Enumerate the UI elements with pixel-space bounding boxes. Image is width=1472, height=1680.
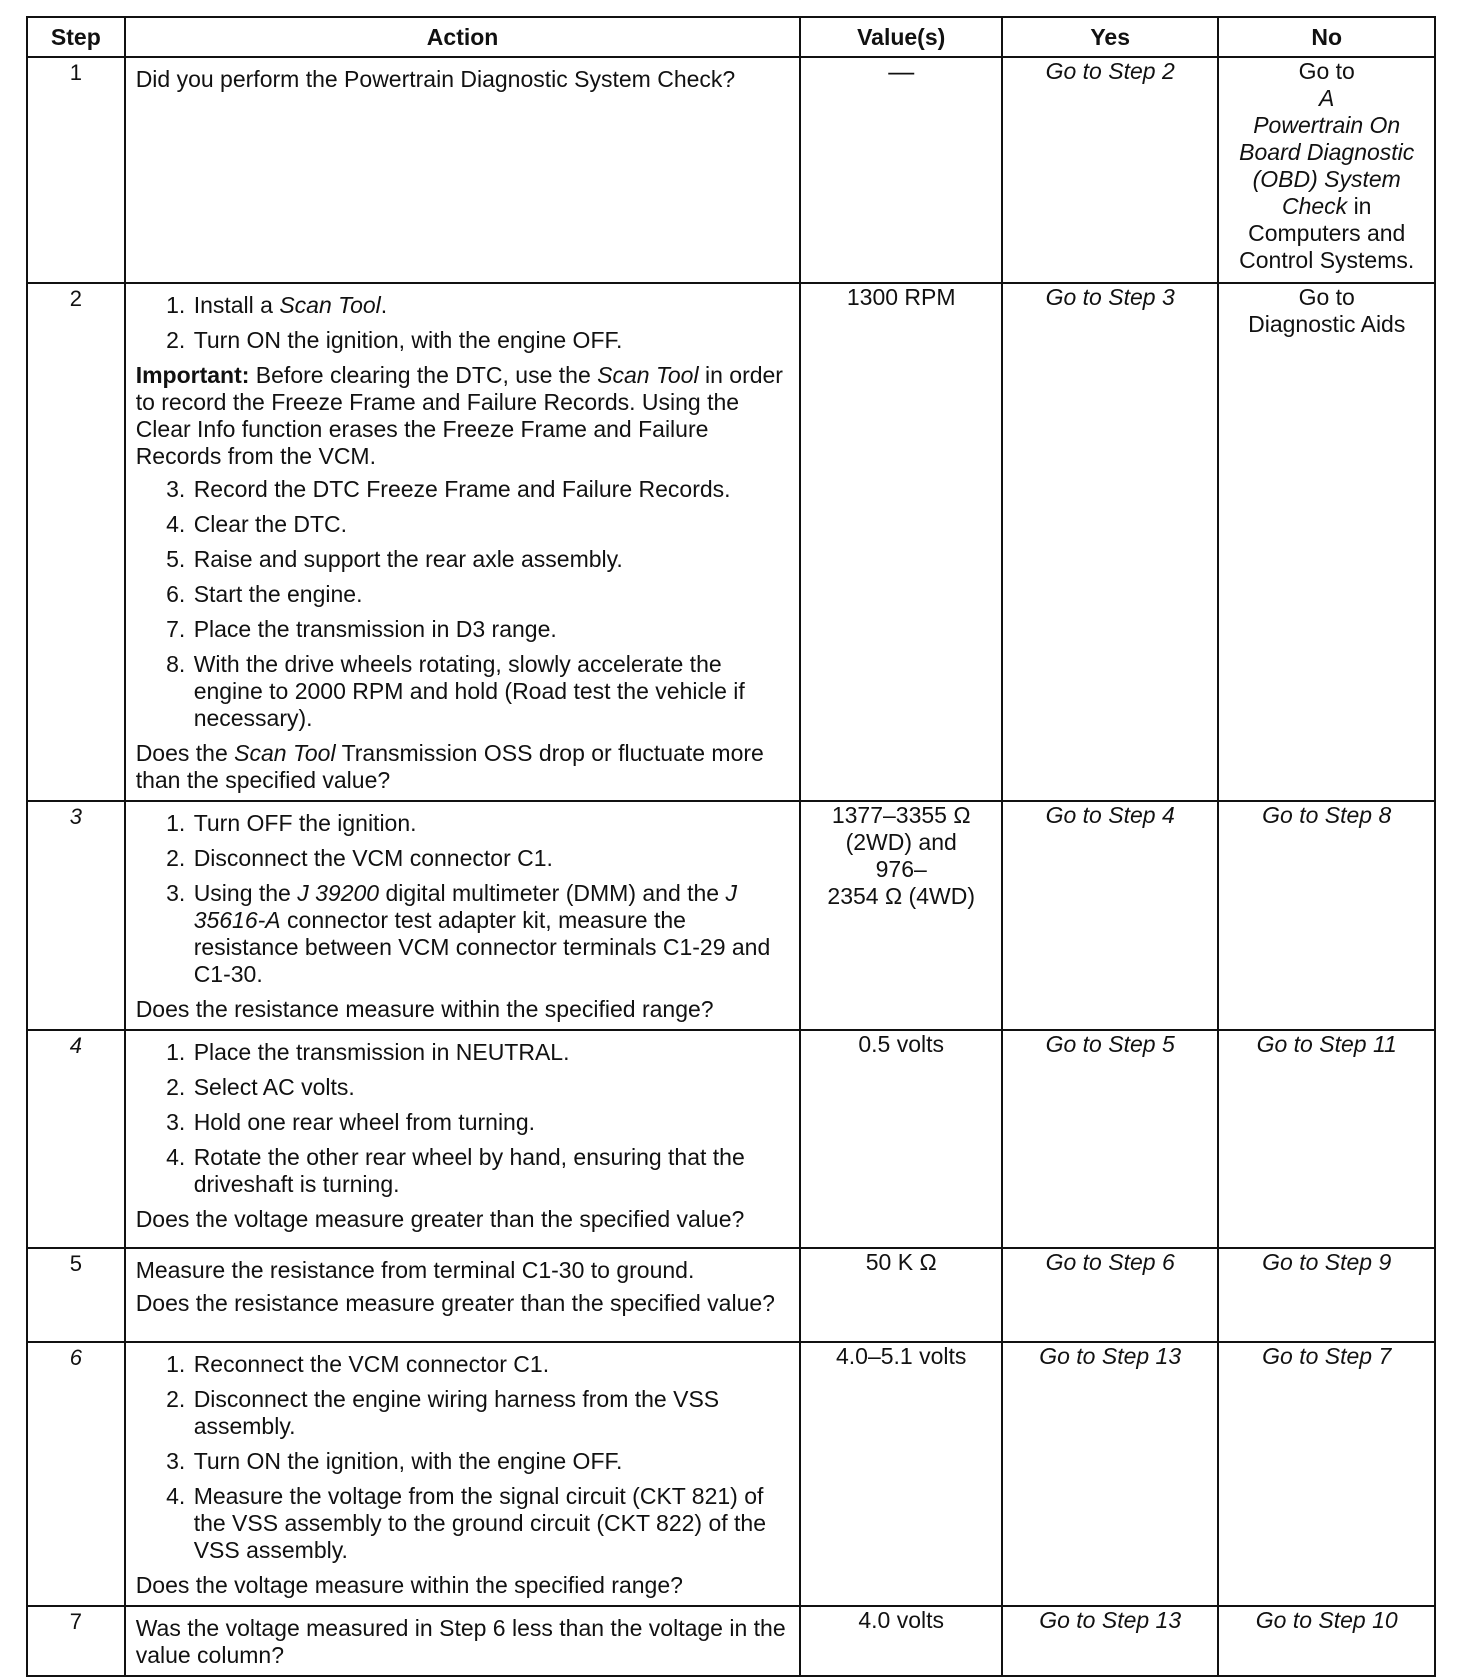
procedure-list (136, 476, 790, 732)
step-number: 2 (27, 283, 125, 801)
value-cell (800, 283, 1001, 801)
no-link[interactable]: Go to Step 8 (1218, 801, 1435, 1030)
action-cell (125, 801, 801, 1030)
no-line: Powertrain On (1253, 112, 1401, 138)
no-line: Go to (1298, 58, 1355, 84)
list-item: 1. Reconnect the VCM connector C1. (192, 1351, 790, 1378)
diagnostic-table (26, 16, 1436, 1677)
header-values: Value(s) (800, 17, 1001, 57)
action-cell (125, 1606, 801, 1676)
procedure-list (136, 810, 790, 988)
header-no: No (1218, 17, 1435, 57)
no-link[interactable] (1218, 283, 1435, 801)
value-cell (800, 1248, 1001, 1342)
action-cell (125, 1030, 801, 1248)
no-line: (OBD) System (1252, 166, 1401, 192)
step-number: 1 (27, 57, 125, 283)
yes-link[interactable]: Go to Step 3 (1002, 283, 1219, 801)
list-item: 2. Select AC volts. (192, 1074, 790, 1101)
value-cell (800, 57, 1001, 283)
list-item: 5. Raise and support the rear axle assembly. (192, 546, 790, 573)
yes-link[interactable]: Go to Step 13 (1002, 1606, 1219, 1676)
action-question: Does the voltage measure greater than the specified value? (135, 1206, 745, 1232)
table-row-step-1 (27, 57, 1435, 283)
action-question: Does the resistance measure greater than the specified value? (135, 1290, 775, 1316)
list-item (192, 880, 790, 988)
value-text: 1300 RPM (846, 284, 956, 310)
text: Scan Tool (279, 292, 381, 318)
procedure-list (136, 1039, 790, 1198)
action-question: Was the voltage measured in Step 6 less than the voltage in the value column? (135, 1615, 786, 1668)
no-link[interactable]: Go to Step 9 (1218, 1248, 1435, 1342)
value-line: 1377–3355 Ω (831, 802, 971, 828)
table-row-step-7 (27, 1606, 1435, 1676)
value-cell (800, 801, 1001, 1030)
note-label: Important: (135, 362, 250, 388)
step-number: 7 (27, 1606, 125, 1676)
step-number: 5 (27, 1248, 125, 1342)
text: Does the (135, 740, 228, 766)
no-link[interactable]: Go to Step 10 (1218, 1606, 1435, 1676)
no-line: A (1319, 85, 1335, 111)
value-text: 4.0–5.1 volts (835, 1343, 967, 1369)
no-line: Diagnostic Aids (1248, 311, 1406, 337)
header-row (27, 17, 1435, 57)
header-step: Step (27, 17, 125, 57)
text: J 35616-A (193, 880, 737, 933)
text: Transmission OSS drop or fluctuate more than the specified value? (135, 740, 764, 793)
value-text: — (888, 56, 915, 86)
list-item: 4. Rotate the other rear wheel by hand, ensuring that the driveshaft is turning. (192, 1144, 790, 1198)
list-item: 3. Hold one rear wheel from turning. (192, 1109, 790, 1136)
no-link[interactable]: Go to Step 11 (1218, 1030, 1435, 1248)
action-cell (125, 1248, 801, 1342)
text: Scan Tool (597, 362, 699, 388)
list-item: 7. Place the transmission in D3 range. (192, 616, 790, 643)
step-number: 6 (27, 1342, 125, 1606)
list-item: 2. Disconnect the engine wiring harness from the VSS assembly. (192, 1386, 790, 1440)
value-line: 976– (875, 856, 927, 882)
table-row-step-4 (27, 1030, 1435, 1248)
value-line: 2354 Ω (4WD) (827, 883, 975, 909)
list-item: 8. With the drive wheels rotating, slowly accelerate the engine to 2000 RPM and hold (Road test the vehicle if necessary). (192, 651, 790, 732)
important-note (136, 362, 790, 470)
value-cell (800, 1342, 1001, 1606)
text: Using the (193, 880, 291, 906)
list-item: 6. Start the engine. (192, 581, 790, 608)
no-line: Board Diagnostic (1239, 139, 1415, 165)
step-number: 3 (27, 801, 125, 1030)
value-line: (2WD) and (845, 829, 957, 855)
yes-link[interactable]: Go to Step 2 (1002, 57, 1219, 283)
procedure-list (136, 292, 790, 354)
table-row-step-2 (27, 283, 1435, 801)
list-item: 3. Turn ON the ignition, with the engine OFF. (192, 1448, 790, 1475)
step-number: 4 (27, 1030, 125, 1248)
no-line: Control Systems. (1239, 247, 1415, 273)
no-line: Computers and (1248, 220, 1406, 246)
text: Scan Tool (234, 740, 336, 766)
no-line: in (1353, 193, 1372, 219)
value-text: 50 K Ω (865, 1249, 937, 1275)
list-item (192, 292, 790, 319)
text: . (380, 292, 388, 318)
action-text: Measure the resistance from terminal C1-30 to ground. (135, 1257, 695, 1283)
text: Before clearing the DTC, use the (255, 362, 591, 388)
action-question: Does the voltage measure within the specified range? (135, 1572, 683, 1598)
list-item: 1. Turn OFF the ignition. (192, 810, 790, 837)
value-cell (800, 1030, 1001, 1248)
list-item: 2. Disconnect the VCM connector C1. (192, 845, 790, 872)
yes-link[interactable]: Go to Step 13 (1002, 1342, 1219, 1606)
table-row-step-5 (27, 1248, 1435, 1342)
no-line: Check (1281, 193, 1348, 219)
list-item: 4. Clear the DTC. (192, 511, 790, 538)
table-row-step-6 (27, 1342, 1435, 1606)
table-row-step-3 (27, 801, 1435, 1030)
value-cell (800, 1606, 1001, 1676)
header-yes: Yes (1002, 17, 1219, 57)
action-question (136, 740, 790, 794)
header-action: Action (125, 17, 801, 57)
list-item: 4. Measure the voltage from the signal circuit (CKT 821) of the VSS assembly to the ground circuit (CKT 822) of the VSS assembly. (192, 1483, 790, 1564)
no-link-obd[interactable] (1225, 58, 1428, 274)
procedure-list (136, 1351, 790, 1564)
action-cell (125, 283, 801, 801)
no-cell (1218, 57, 1435, 283)
action-cell (125, 1342, 801, 1606)
yes-link[interactable]: Go to Step 6 (1002, 1248, 1219, 1342)
text: in order to record the Freeze Frame and Failure Records. Using the Clear Info function erases the Freeze Frame and Failure Records from the VCM. (135, 362, 783, 469)
text: digital multimeter (DMM) and the (385, 880, 720, 906)
action-cell (125, 57, 801, 283)
action-question: Did you perform the Powertrain Diagnostic System Check? (135, 66, 736, 92)
text: J 39200 (297, 880, 380, 906)
text: Install a (193, 292, 273, 318)
text: connector test adapter kit, measure the resistance between VCM connector terminals C1-29 and C1-30. (193, 907, 771, 987)
value-text: 0.5 volts (858, 1031, 945, 1057)
list-item: 2. Turn ON the ignition, with the engine OFF. (192, 327, 790, 354)
value-text: 4.0 volts (858, 1607, 945, 1633)
list-item: 1. Place the transmission in NEUTRAL. (192, 1039, 790, 1066)
no-line: Go to (1298, 284, 1355, 310)
action-question: Does the resistance measure within the specified range? (135, 996, 714, 1022)
no-link[interactable]: Go to Step 7 (1218, 1342, 1435, 1606)
yes-link[interactable]: Go to Step 4 (1002, 801, 1219, 1030)
list-item: 3. Record the DTC Freeze Frame and Failure Records. (192, 476, 790, 503)
yes-link[interactable]: Go to Step 5 (1002, 1030, 1219, 1248)
